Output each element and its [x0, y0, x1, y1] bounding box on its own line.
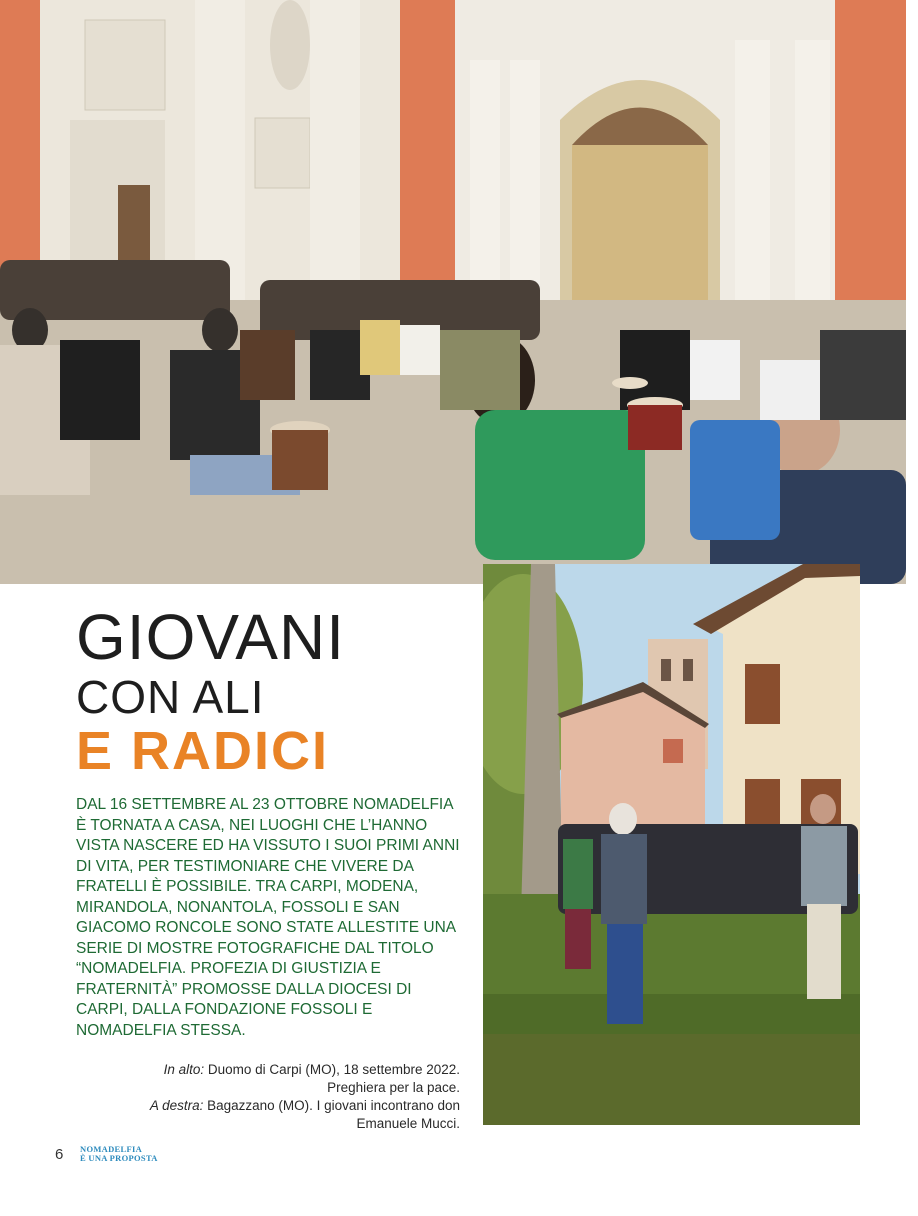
- magazine-logo: [80, 1145, 158, 1163]
- caption-right-text: Bagazzano (MO). I giovani incontrano don Emanuele Mucci.: [203, 1098, 460, 1131]
- right-photo-bagazzano: [483, 564, 860, 1125]
- title-line-2: CON ALI: [76, 671, 265, 723]
- photo-captions: [140, 1061, 460, 1133]
- caption-right: [140, 1097, 460, 1133]
- intro-paragraph: DAL 16 SETTEMBRE AL 23 OTTOBRE NOMADELFIA È TORNATA A CASA, NEI LUOGHI CHE L’HANNO VISTA NASCERE ED HA VISSUTO I SUOI PRIMI ANNI DI VITA, PER TESTIMONIARE CHE VIVERE DA FRATELLI È POSSIBILE. TRA CARPI, MODENA, MIRANDOLA, NONANTOLA, FOSSOLI E SAN GIACOMO RONCOLE SONO STATE ALLESTITE UNA SERIE DI MOSTRE FOTOGRAFICHE DAL TITOLO “NOMADELFIA. PROFEZIA DI GIUSTIZIA E FRATERNITÀ” PROMOSSE DALLA DIOCESI DI CARPI, DALLA FONDAZIONE FOSSOLI E NOMADELFIA STESSA.: [76, 796, 460, 1039]
- caption-top-prefix: In alto:: [163, 1062, 205, 1077]
- page-number: 6: [55, 1146, 64, 1163]
- caption-top-text: Duomo di Carpi (MO), 18 settembre 2022. Preghiera per la pace.: [204, 1062, 460, 1095]
- title-line-3: E RADICI: [76, 721, 330, 781]
- caption-right-prefix: A destra:: [149, 1098, 204, 1113]
- top-photo-duomo-carpi: [0, 0, 906, 584]
- caption-top: [140, 1061, 460, 1097]
- magazine-logo-line-1: NOMADELFIA: [80, 1144, 143, 1154]
- title-line-1: GIOVANI: [76, 601, 345, 673]
- magazine-logo-line-2: È UNA PROPOSTA: [80, 1153, 158, 1163]
